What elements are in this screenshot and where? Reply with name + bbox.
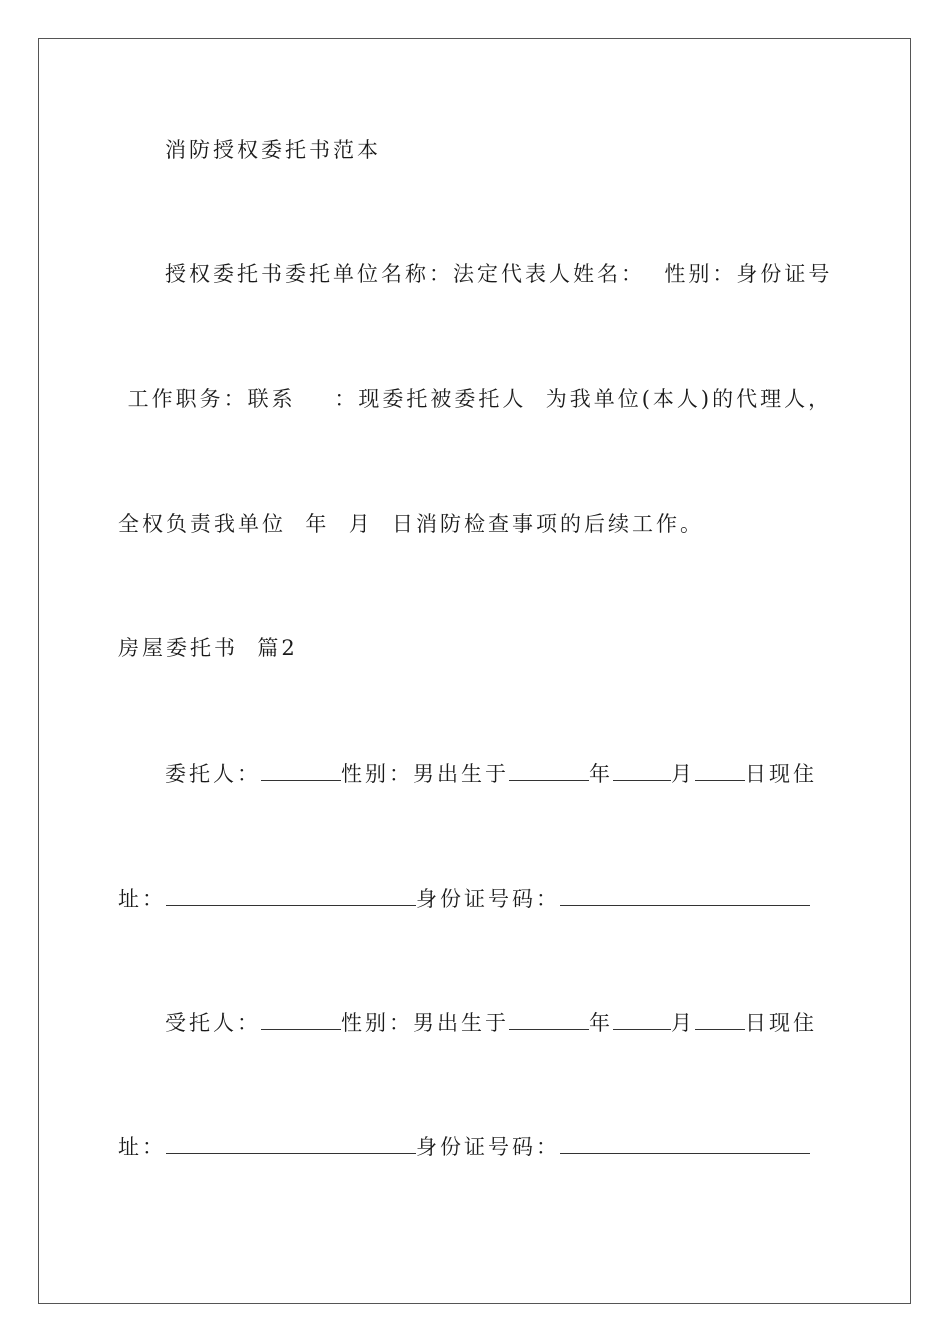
agent-year-label: 年 [589, 1011, 613, 1035]
paragraph-1-line-1: 授权委托书委托单位名称：法定代表人姓名： 性别：身份证号 [165, 262, 833, 286]
agent-birth-day-blank [695, 1009, 745, 1030]
principal-gender-birth-label: 性别：男出生于 [341, 762, 509, 786]
agent-gender-birth-label: 性别：男出生于 [341, 1011, 509, 1035]
principal-line-2 [118, 885, 810, 912]
principal-label: 委托人： [165, 762, 261, 786]
agent-line-1 [165, 1009, 817, 1036]
principal-line-1 [165, 760, 817, 787]
document-title: 消防授权委托书范本 [165, 138, 381, 162]
principal-address-blank [166, 885, 416, 906]
agent-address-label: 址： [118, 1135, 166, 1159]
agent-name-blank [261, 1009, 341, 1030]
agent-label: 受托人： [165, 1011, 261, 1035]
agent-birth-month-blank [613, 1009, 671, 1030]
principal-day-residence-label: 日现住 [745, 762, 817, 786]
agent-birth-year-blank [509, 1009, 589, 1030]
agent-address-blank [166, 1133, 416, 1154]
principal-address-label: 址： [118, 887, 166, 911]
agent-id-label: 身份证号码： [416, 1135, 560, 1159]
principal-name-blank [261, 760, 341, 781]
agent-id-blank [560, 1133, 810, 1154]
paragraph-1-line-3: 全权负责我单位 年 月 日消防检查事项的后续工作。 [118, 512, 705, 536]
principal-id-label: 身份证号码： [416, 887, 560, 911]
agent-line-2 [118, 1133, 810, 1160]
agent-month-label: 月 [671, 1011, 695, 1035]
page-frame [38, 38, 911, 1304]
agent-day-residence-label: 日现住 [745, 1011, 817, 1035]
principal-month-label: 月 [671, 762, 695, 786]
principal-birth-month-blank [613, 760, 671, 781]
section-2-heading: 房屋委托书 篇2 [118, 636, 298, 660]
principal-id-blank [560, 885, 810, 906]
principal-birth-year-blank [509, 760, 589, 781]
principal-birth-day-blank [695, 760, 745, 781]
principal-year-label: 年 [589, 762, 613, 786]
paragraph-1-line-2: 工作职务：联系 ：现委托被委托人 为我单位(本人)的代理人， [118, 387, 833, 411]
